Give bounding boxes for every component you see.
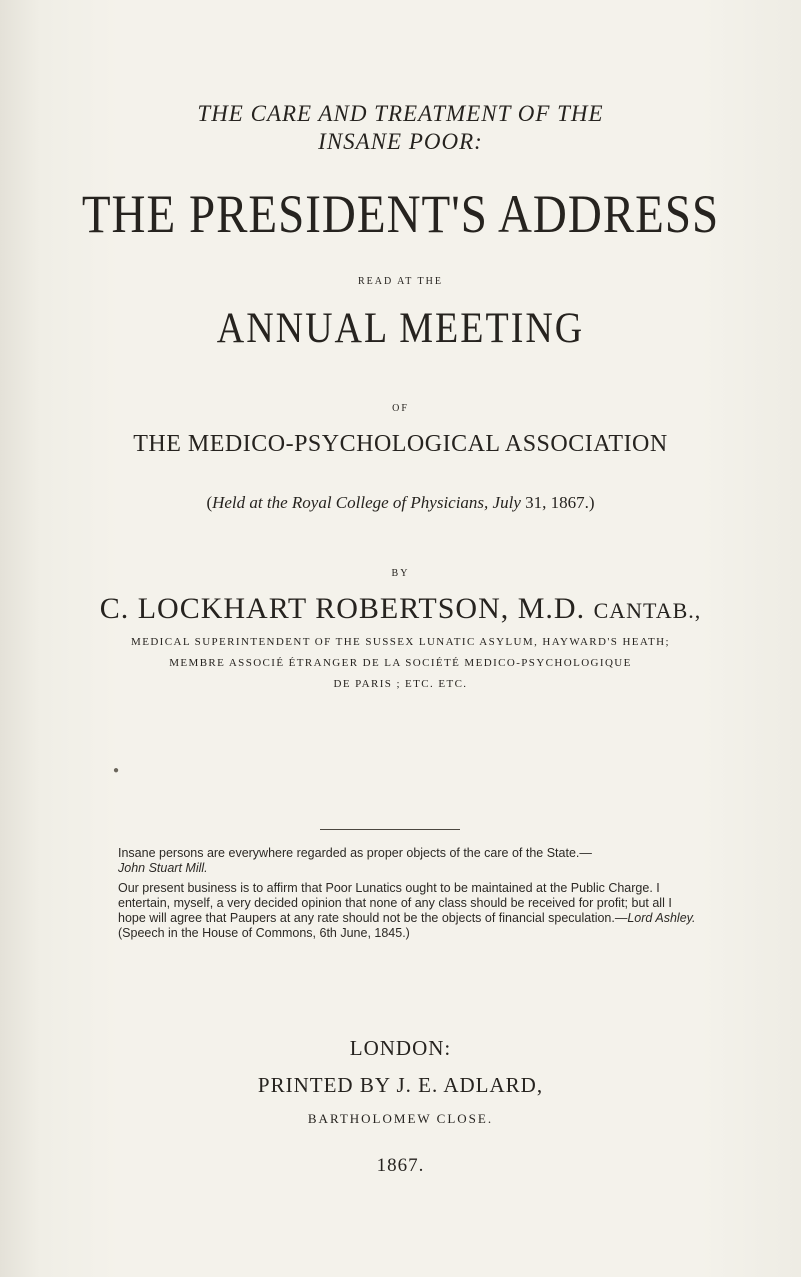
author-name [0,592,801,626]
ink-speck: ● [113,765,120,776]
credentials-line-2: MEMBRE ASSOCIÉ ÉTRANGER DE LA SOCIÉTÉ MEDICO-PSYCHOLOGIQUE [169,657,632,669]
author-name-text: C. LOCKHART ROBERTSON, M.D. [99,592,594,625]
imprint-address: BARTHOLOMEW CLOSE. [307,1111,494,1126]
main-title: THE PRESIDENT'S ADDRESS [81,185,720,245]
imprint-year: 1867. [376,1155,425,1176]
quote-2-source: (Speech in the House of Commons, 6th June, 1845.) [118,926,410,940]
credentials-line-1: MEDICAL SUPERINTENDENT OF THE SUSSEX LUNATIC ASYLUM, HAYWARD'S HEATH; [131,636,670,648]
quote-2-attribution: Lord Ashley. [627,911,696,925]
series-title-line-2: INSANE POOR: [318,129,483,154]
held-date: 31, 1867.) [520,493,595,512]
author-credentials [0,632,801,695]
series-title [0,100,801,156]
epigraph-quote-2 [118,881,698,941]
credentials-line-3: DE PARIS ; ETC. ETC. [333,678,468,690]
held-note [0,493,801,513]
association-name: THE MEDICO-PSYCHOLOGICAL ASSOCIATION [133,431,668,457]
read-at-label: READ AT THE [358,276,443,287]
epigraph [118,846,698,941]
by-label: BY [391,568,410,579]
held-italic: Held at the Royal College of Physicians, July [212,493,521,512]
of-label: OF [392,403,409,414]
series-title-line-1: THE CARE AND TREATMENT OF THE [197,101,604,126]
imprint-printer: PRINTED BY J. E. ADLARD, [257,1073,544,1097]
quote-1-attribution: John Stuart Mill. [118,861,208,875]
held-open-paren: ( [206,493,213,512]
meeting-title: ANNUAL MEETING [216,303,585,353]
imprint-city: LONDON: [349,1036,452,1060]
epigraph-quote-1 [118,846,698,876]
quote-2-text: Our present business is to affirm that Poor Lunatics ought to be maintained at the Public Charge. I entertain, myself, a very decided opinion that none of any class should be received for profit; but all I hope will agree that Paupers at any rate should not be the objects of financial speculation.— [118,881,672,925]
divider-rule [320,829,460,830]
author-degree: CANTAB., [593,598,702,623]
quote-1-text: Insane persons are everywhere regarded as proper objects of the care of the State.— [118,846,592,860]
